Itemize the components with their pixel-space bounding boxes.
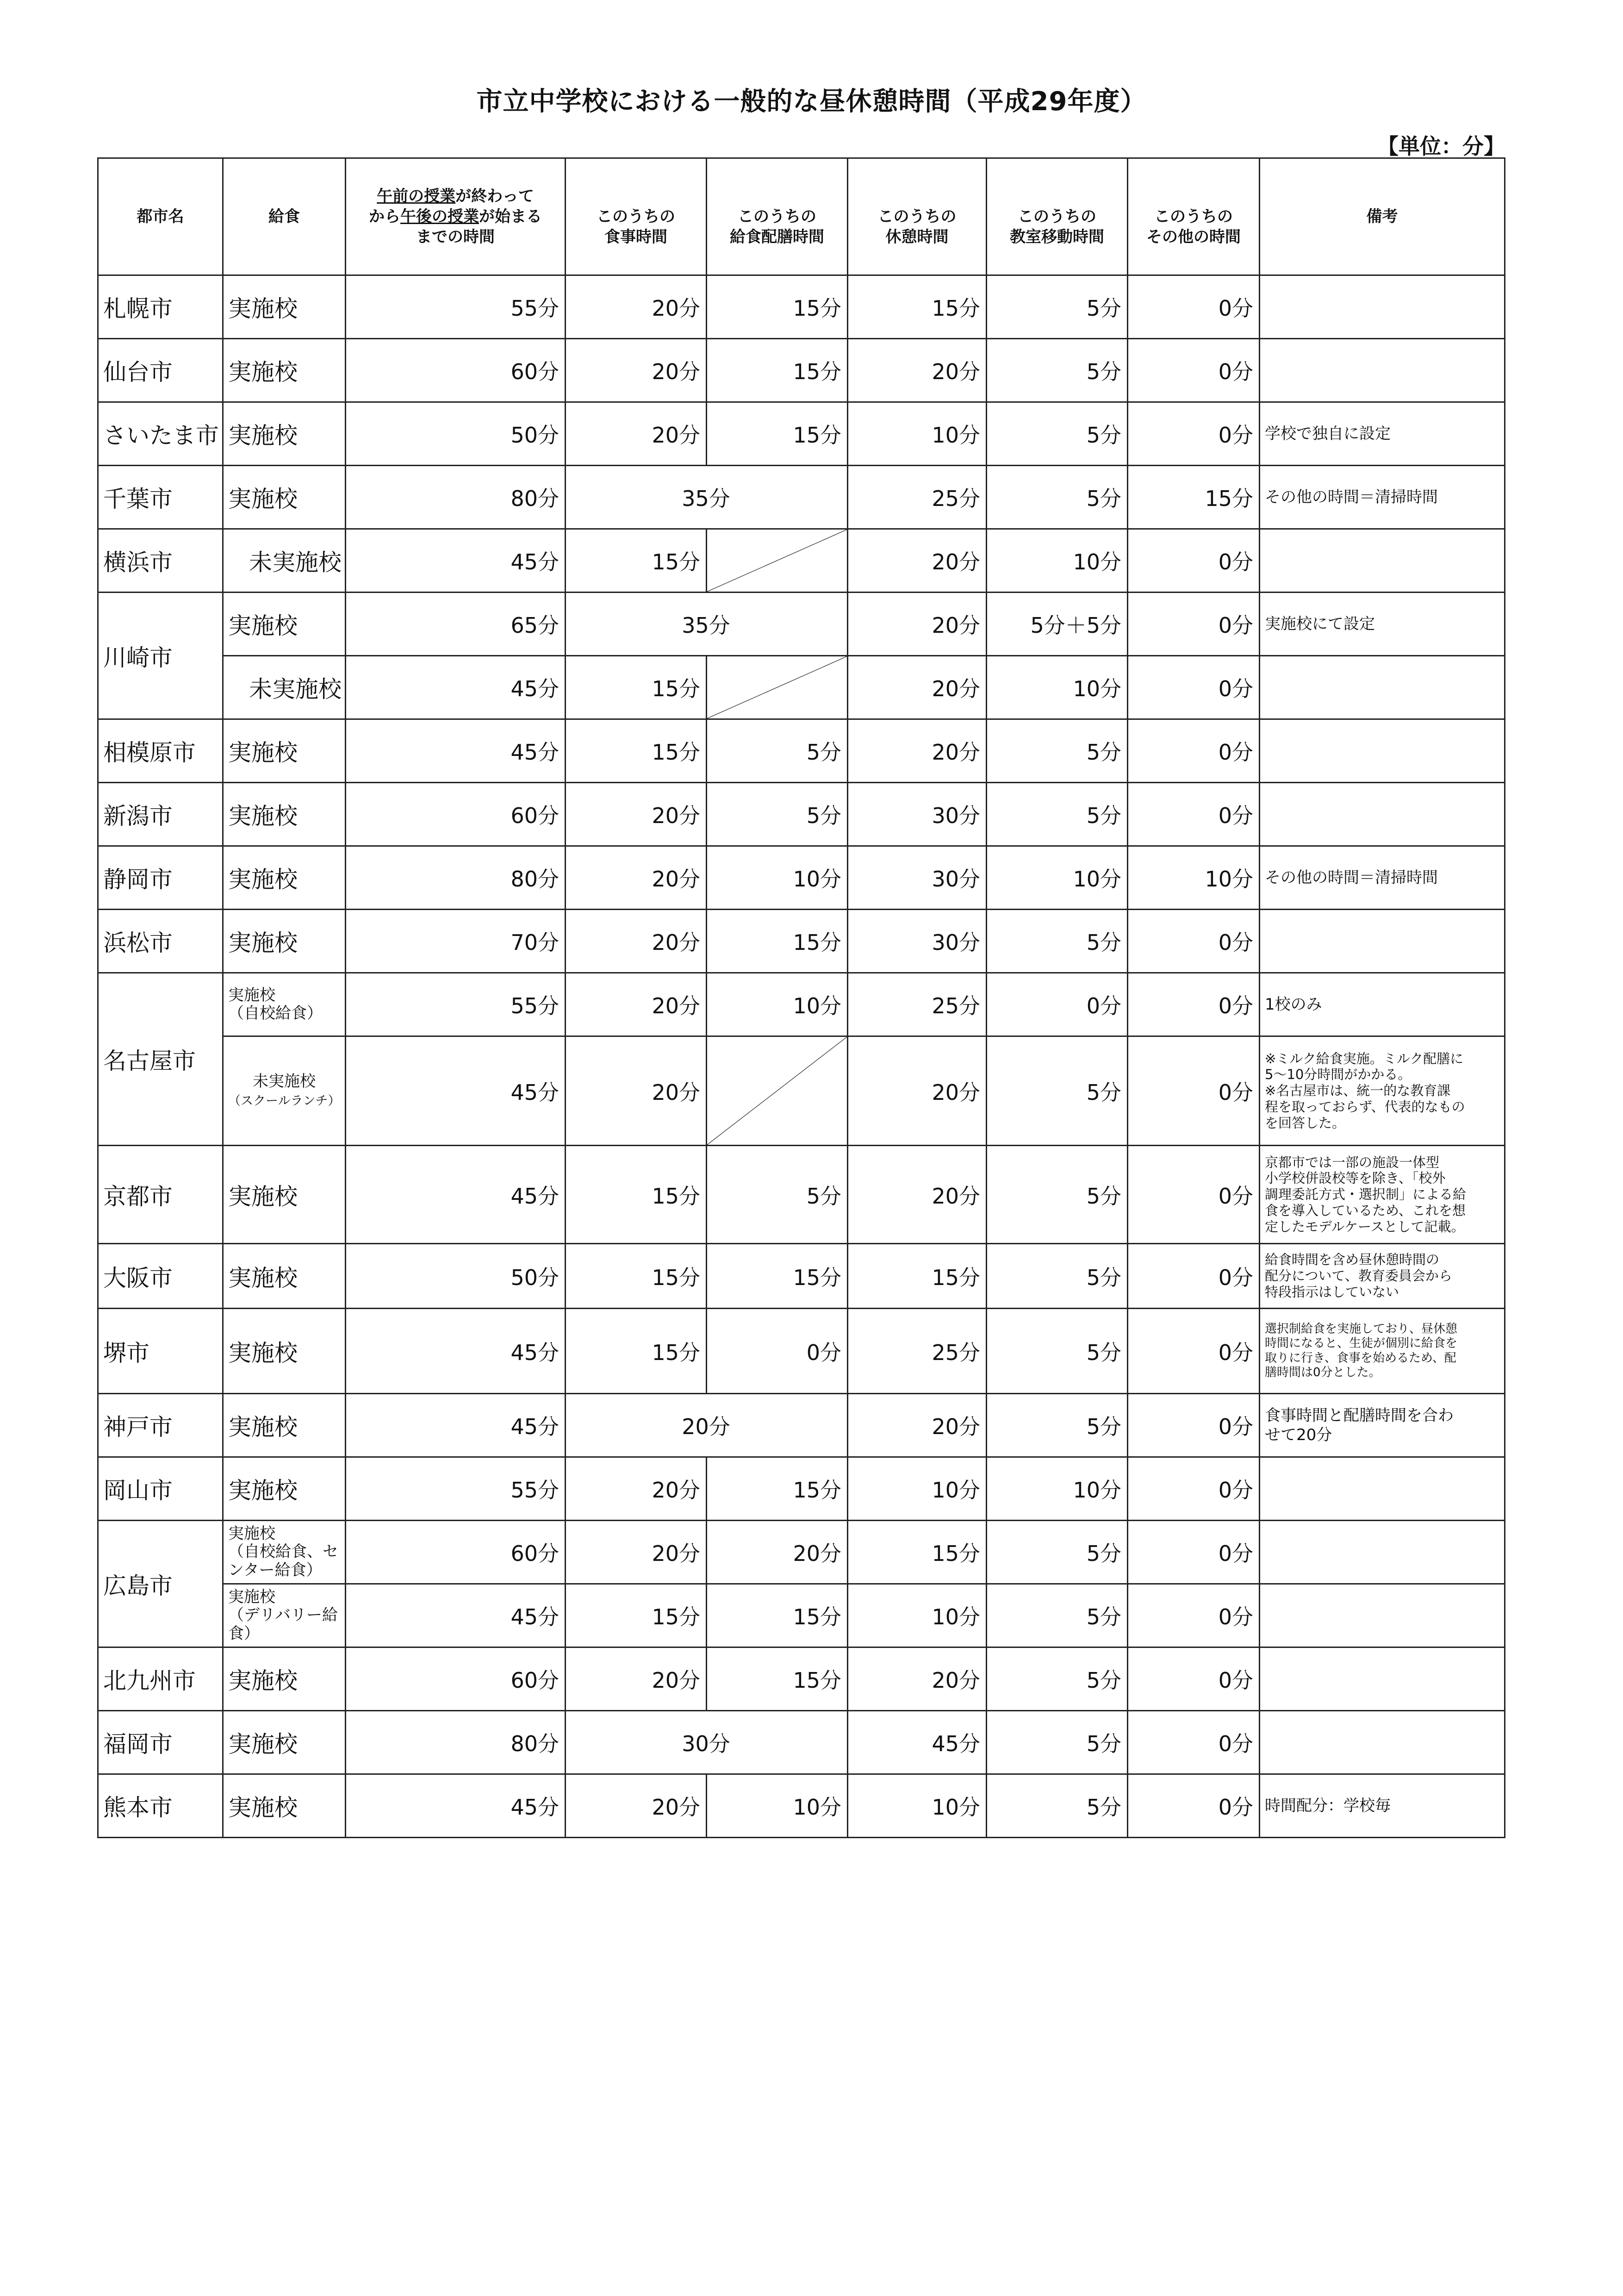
note-cell bbox=[1260, 275, 1505, 339]
serve-cell: 15分 bbox=[707, 910, 848, 973]
city-cell: 浜松市 bbox=[98, 910, 223, 973]
lunch-cell: 未実施校 bbox=[223, 529, 346, 593]
lunch-line: 実施校 bbox=[228, 1588, 275, 1607]
other-cell: 0分 bbox=[1128, 402, 1260, 466]
lunch-cell: 実施校 bbox=[223, 1774, 346, 1838]
note-line: 膳時間は0分とした。 bbox=[1265, 1365, 1381, 1379]
eat-serve-cell: 35分 bbox=[566, 593, 848, 656]
header-city: 都市名 bbox=[98, 158, 223, 275]
total-cell: 45分 bbox=[346, 719, 566, 783]
note-line: 5～10分時間がかかる。 bbox=[1265, 1067, 1412, 1083]
table-row bbox=[98, 1711, 1505, 1774]
eat-cell: 20分 bbox=[566, 910, 707, 973]
other-cell: 0分 bbox=[1128, 593, 1260, 656]
header-total-l2c: が始まる bbox=[479, 207, 542, 226]
lunch-line: 未実施校 bbox=[253, 1072, 316, 1091]
note-line: 取りに行き、食事を始めるため、配 bbox=[1265, 1351, 1456, 1365]
move-cell: 10分 bbox=[987, 1457, 1128, 1521]
table-row bbox=[98, 1584, 1505, 1647]
table-row bbox=[98, 1647, 1505, 1711]
header-other-l2: その他の時間 bbox=[1146, 228, 1241, 247]
other-cell: 0分 bbox=[1128, 656, 1260, 719]
rest-cell: 20分 bbox=[848, 529, 987, 593]
move-cell: 10分 bbox=[987, 529, 1128, 593]
table-row bbox=[98, 656, 1505, 719]
other-cell: 0分 bbox=[1128, 1711, 1260, 1774]
lunch-break-table bbox=[97, 157, 1505, 1838]
header-row bbox=[98, 158, 1505, 275]
city-cell: 横浜市 bbox=[98, 529, 223, 593]
total-cell: 60分 bbox=[346, 1521, 566, 1584]
city-cell: 神戸市 bbox=[98, 1394, 223, 1457]
city-cell: 大阪市 bbox=[98, 1244, 223, 1309]
total-cell: 45分 bbox=[346, 656, 566, 719]
rest-cell: 45分 bbox=[848, 1711, 987, 1774]
serve-cell: 15分 bbox=[707, 339, 848, 402]
header-total-afternoon: 午後の授業 bbox=[400, 207, 479, 226]
other-cell: 0分 bbox=[1128, 1309, 1260, 1394]
lunch-cell bbox=[223, 1584, 346, 1647]
table-row bbox=[98, 1244, 1505, 1309]
serve-cell: 10分 bbox=[707, 973, 848, 1036]
city-cell: 福岡市 bbox=[98, 1711, 223, 1774]
rest-cell: 25分 bbox=[848, 1309, 987, 1394]
eat-cell: 20分 bbox=[566, 1774, 707, 1838]
note-line: 選択制給食を実施しており、昼休憩 bbox=[1265, 1322, 1458, 1336]
note-cell bbox=[1260, 1036, 1505, 1146]
move-cell: 5分 bbox=[987, 1394, 1128, 1457]
total-cell: 45分 bbox=[346, 1394, 566, 1457]
rest-cell: 20分 bbox=[848, 593, 987, 656]
lunch-cell: 実施校 bbox=[223, 1244, 346, 1309]
city-cell: 名古屋市 bbox=[98, 973, 223, 1146]
serve-cell: 10分 bbox=[707, 846, 848, 910]
total-cell: 45分 bbox=[346, 1309, 566, 1394]
note-line: ※名古屋市は、統一的な教育課 bbox=[1265, 1083, 1451, 1099]
lunch-cell: 実施校 bbox=[223, 593, 346, 656]
move-cell: 5分 bbox=[987, 1521, 1128, 1584]
city-cell: 岡山市 bbox=[98, 1457, 223, 1521]
total-cell: 65分 bbox=[346, 593, 566, 656]
unit-label: 【単位：分】 bbox=[1377, 134, 1505, 159]
table-row bbox=[98, 275, 1505, 339]
header-total-l1b: が終わって bbox=[455, 187, 534, 206]
move-cell: 5分 bbox=[987, 275, 1128, 339]
eat-cell: 20分 bbox=[566, 1036, 707, 1146]
city-cell: 新潟市 bbox=[98, 783, 223, 846]
city-cell: さいたま市 bbox=[98, 402, 223, 466]
header-other-l1: このうちの bbox=[1154, 207, 1233, 226]
eat-cell: 20分 bbox=[566, 402, 707, 466]
header-serve-l1: このうちの bbox=[738, 207, 816, 226]
other-cell: 0分 bbox=[1128, 529, 1260, 593]
note-line: せて20分 bbox=[1265, 1426, 1332, 1444]
rest-cell: 20分 bbox=[848, 1647, 987, 1711]
document-title: 市立中学校における一般的な昼休憩時間（平成29年度） bbox=[476, 87, 1147, 117]
city-cell: 北九州市 bbox=[98, 1647, 223, 1711]
serve-cell: 20分 bbox=[707, 1521, 848, 1584]
header-move-l2: 教室移動時間 bbox=[1010, 228, 1104, 247]
lunch-cell: 実施校 bbox=[223, 1146, 346, 1244]
other-cell: 0分 bbox=[1128, 1394, 1260, 1457]
header-note: 備考 bbox=[1260, 158, 1505, 275]
total-cell: 60分 bbox=[346, 783, 566, 846]
table-row bbox=[98, 1394, 1505, 1457]
lunch-line: 実施校 bbox=[228, 986, 275, 1004]
note-cell: 1校のみ bbox=[1260, 973, 1505, 1036]
note-line: 程を取っておらず、代表的なもの bbox=[1265, 1098, 1465, 1115]
move-cell: 5分 bbox=[987, 1036, 1128, 1146]
city-cell: 広島市 bbox=[98, 1521, 223, 1647]
lunch-cell: 実施校 bbox=[223, 910, 346, 973]
header-total-l2a: から bbox=[369, 207, 400, 226]
move-cell: 5分 bbox=[987, 910, 1128, 973]
serve-cell: 15分 bbox=[707, 402, 848, 466]
header-rest-l2: 休憩時間 bbox=[885, 228, 949, 247]
other-cell: 0分 bbox=[1128, 1647, 1260, 1711]
header-total-l3: までの時間 bbox=[416, 228, 495, 247]
other-cell: 0分 bbox=[1128, 1244, 1260, 1309]
table-row bbox=[98, 846, 1505, 910]
eat-serve-cell: 20分 bbox=[566, 1394, 848, 1457]
header-eat-l2: 食事時間 bbox=[604, 228, 667, 247]
lunch-cell: 実施校 bbox=[223, 1394, 346, 1457]
header-total-morning: 午前の授業 bbox=[377, 187, 456, 206]
total-cell: 60分 bbox=[346, 339, 566, 402]
note-cell bbox=[1260, 783, 1505, 846]
note-cell bbox=[1260, 1647, 1505, 1711]
table-row bbox=[98, 1309, 1505, 1394]
serve-cell: 5分 bbox=[707, 1146, 848, 1244]
move-cell: 5分 bbox=[987, 1647, 1128, 1711]
table-row bbox=[98, 973, 1505, 1036]
note-cell bbox=[1260, 1711, 1505, 1774]
note-cell bbox=[1260, 1309, 1505, 1394]
lunch-cell: 実施校 bbox=[223, 783, 346, 846]
lunch-cell bbox=[223, 1036, 346, 1146]
total-cell: 45分 bbox=[346, 1036, 566, 1146]
total-cell: 45分 bbox=[346, 529, 566, 593]
total-cell: 70分 bbox=[346, 910, 566, 973]
header-serve-l2: 給食配膳時間 bbox=[730, 228, 824, 247]
note-cell: 学校で独自に設定 bbox=[1260, 402, 1505, 466]
rest-cell: 20分 bbox=[848, 1146, 987, 1244]
city-cell: 相模原市 bbox=[98, 719, 223, 783]
city-cell: 千葉市 bbox=[98, 466, 223, 529]
note-line: 給食時間を含め昼休憩時間の bbox=[1265, 1252, 1440, 1268]
note-line: ※ミルク給食実施。ミルク配膳に bbox=[1265, 1050, 1464, 1067]
serve-cell: 5分 bbox=[707, 719, 848, 783]
note-cell bbox=[1260, 1457, 1505, 1521]
total-cell: 80分 bbox=[346, 466, 566, 529]
rest-cell: 20分 bbox=[848, 339, 987, 402]
move-cell: 10分 bbox=[987, 846, 1128, 910]
lunch-cell bbox=[223, 973, 346, 1036]
rest-cell: 10分 bbox=[848, 1457, 987, 1521]
rest-cell: 25分 bbox=[848, 466, 987, 529]
rest-cell: 30分 bbox=[848, 846, 987, 910]
other-cell: 0分 bbox=[1128, 910, 1260, 973]
move-cell: 5分 bbox=[987, 1146, 1128, 1244]
rest-cell: 20分 bbox=[848, 1036, 987, 1146]
table-row bbox=[98, 719, 1505, 783]
header-rest bbox=[848, 158, 987, 275]
lunch-cell: 実施校 bbox=[223, 466, 346, 529]
rest-cell: 15分 bbox=[848, 1521, 987, 1584]
note-line: 時間になると、生徒が個別に給食を bbox=[1265, 1336, 1458, 1351]
header-eat bbox=[566, 158, 707, 275]
note-cell bbox=[1260, 1146, 1505, 1244]
serve-cell: 15分 bbox=[707, 1584, 848, 1647]
move-cell: 5分 bbox=[987, 339, 1128, 402]
other-cell: 0分 bbox=[1128, 339, 1260, 402]
note-cell bbox=[1260, 529, 1505, 593]
lunch-line: ンター給食） bbox=[228, 1560, 322, 1579]
rest-cell: 10分 bbox=[848, 402, 987, 466]
note-line: 定したモデルケースとして記載。 bbox=[1265, 1218, 1465, 1235]
rest-cell: 10分 bbox=[848, 1584, 987, 1647]
rest-cell: 10分 bbox=[848, 1774, 987, 1838]
note-cell: その他の時間＝清掃時間 bbox=[1260, 466, 1505, 529]
city-cell: 川崎市 bbox=[98, 593, 223, 719]
move-cell: 5分 bbox=[987, 1309, 1128, 1394]
move-cell: 5分 bbox=[987, 1584, 1128, 1647]
table-row bbox=[98, 339, 1505, 402]
table-row bbox=[98, 529, 1505, 593]
total-cell: 60分 bbox=[346, 1647, 566, 1711]
lunch-cell: 実施校 bbox=[223, 1647, 346, 1711]
note-cell bbox=[1260, 656, 1505, 719]
total-cell: 55分 bbox=[346, 275, 566, 339]
note-cell bbox=[1260, 1244, 1505, 1309]
note-line: 特段指示はしていない bbox=[1265, 1284, 1399, 1300]
serve-cell-not-applicable bbox=[707, 529, 848, 593]
total-cell: 55分 bbox=[346, 973, 566, 1036]
note-line: 小学校併設校等を除き、「校外 bbox=[1265, 1170, 1446, 1186]
other-cell: 0分 bbox=[1128, 973, 1260, 1036]
eat-cell: 15分 bbox=[566, 656, 707, 719]
note-cell: その他の時間＝清掃時間 bbox=[1260, 846, 1505, 910]
move-cell: 5分 bbox=[987, 783, 1128, 846]
lunch-line: （デリバリー給 bbox=[228, 1606, 338, 1625]
rest-cell: 30分 bbox=[848, 910, 987, 973]
total-cell: 80分 bbox=[346, 846, 566, 910]
city-cell: 熊本市 bbox=[98, 1774, 223, 1838]
eat-cell: 20分 bbox=[566, 1521, 707, 1584]
city-cell: 仙台市 bbox=[98, 339, 223, 402]
header-move bbox=[987, 158, 1128, 275]
other-cell: 0分 bbox=[1128, 1584, 1260, 1647]
rest-cell: 15分 bbox=[848, 1244, 987, 1309]
move-cell: 5分 bbox=[987, 1244, 1128, 1309]
move-cell: 5分 bbox=[987, 719, 1128, 783]
header-serve bbox=[707, 158, 848, 275]
other-cell: 15分 bbox=[1128, 466, 1260, 529]
city-cell: 静岡市 bbox=[98, 846, 223, 910]
table-row bbox=[98, 910, 1505, 973]
eat-cell: 15分 bbox=[566, 1244, 707, 1309]
lunch-cell: 実施校 bbox=[223, 846, 346, 910]
note-cell bbox=[1260, 719, 1505, 783]
move-cell: 5分 bbox=[987, 1774, 1128, 1838]
lunch-line: 食） bbox=[228, 1624, 260, 1643]
header-total bbox=[346, 158, 566, 275]
rest-cell: 25分 bbox=[848, 973, 987, 1036]
lunch-line: 実施校 bbox=[228, 1524, 275, 1543]
total-cell: 50分 bbox=[346, 1244, 566, 1309]
eat-serve-cell: 30分 bbox=[566, 1711, 848, 1774]
header-eat-l1: このうちの bbox=[597, 207, 675, 226]
city-cell: 京都市 bbox=[98, 1146, 223, 1244]
note-cell: 時間配分：学校毎 bbox=[1260, 1774, 1505, 1838]
table-row bbox=[98, 1457, 1505, 1521]
note-line: 食事時間と配膳時間を合わ bbox=[1265, 1406, 1454, 1425]
note-cell: 実施校にて設定 bbox=[1260, 593, 1505, 656]
eat-cell: 15分 bbox=[566, 1584, 707, 1647]
city-cell: 堺市 bbox=[98, 1309, 223, 1394]
move-cell: 5分 bbox=[987, 1711, 1128, 1774]
table-row bbox=[98, 783, 1505, 846]
rest-cell: 20分 bbox=[848, 1394, 987, 1457]
lunch-cell: 未実施校 bbox=[223, 656, 346, 719]
eat-cell: 15分 bbox=[566, 529, 707, 593]
other-cell: 0分 bbox=[1128, 1774, 1260, 1838]
eat-cell: 15分 bbox=[566, 719, 707, 783]
serve-cell-not-applicable bbox=[707, 656, 848, 719]
lunch-cell: 実施校 bbox=[223, 1309, 346, 1394]
eat-cell: 20分 bbox=[566, 275, 707, 339]
total-cell: 55分 bbox=[346, 1457, 566, 1521]
total-cell: 45分 bbox=[346, 1774, 566, 1838]
serve-cell: 10分 bbox=[707, 1774, 848, 1838]
other-cell: 10分 bbox=[1128, 846, 1260, 910]
serve-cell: 15分 bbox=[707, 1457, 848, 1521]
rest-cell: 20分 bbox=[848, 719, 987, 783]
table-row bbox=[98, 1036, 1505, 1146]
note-line: 配分について、教育委員会から bbox=[1265, 1268, 1452, 1284]
serve-cell-not-applicable bbox=[707, 1036, 848, 1146]
move-cell: 10分 bbox=[987, 656, 1128, 719]
move-cell: 0分 bbox=[987, 973, 1128, 1036]
note-cell bbox=[1260, 1394, 1505, 1457]
serve-cell: 0分 bbox=[707, 1309, 848, 1394]
rest-cell: 20分 bbox=[848, 656, 987, 719]
eat-cell: 15分 bbox=[566, 1309, 707, 1394]
lunch-cell: 実施校 bbox=[223, 339, 346, 402]
other-cell: 0分 bbox=[1128, 719, 1260, 783]
lunch-cell: 実施校 bbox=[223, 1711, 346, 1774]
lunch-cell: 実施校 bbox=[223, 275, 346, 339]
eat-cell: 15分 bbox=[566, 1146, 707, 1244]
serve-cell: 15分 bbox=[707, 1647, 848, 1711]
table-row bbox=[98, 593, 1505, 656]
note-line: 食を導入しているため、これを想 bbox=[1265, 1202, 1466, 1218]
move-cell: 5分 bbox=[987, 466, 1128, 529]
note-cell bbox=[1260, 910, 1505, 973]
eat-cell: 20分 bbox=[566, 339, 707, 402]
total-cell: 50分 bbox=[346, 402, 566, 466]
other-cell: 0分 bbox=[1128, 1036, 1260, 1146]
serve-cell: 15分 bbox=[707, 275, 848, 339]
table-row bbox=[98, 1521, 1505, 1584]
other-cell: 0分 bbox=[1128, 1457, 1260, 1521]
total-cell: 45分 bbox=[346, 1146, 566, 1244]
note-cell bbox=[1260, 1584, 1505, 1647]
table-row bbox=[98, 466, 1505, 529]
total-cell: 45分 bbox=[346, 1584, 566, 1647]
move-cell: 5分＋5分 bbox=[987, 593, 1128, 656]
eat-serve-cell: 35分 bbox=[566, 466, 848, 529]
eat-cell: 20分 bbox=[566, 846, 707, 910]
other-cell: 0分 bbox=[1128, 783, 1260, 846]
rest-cell: 15分 bbox=[848, 275, 987, 339]
city-cell: 札幌市 bbox=[98, 275, 223, 339]
total-cell: 80分 bbox=[346, 1711, 566, 1774]
other-cell: 0分 bbox=[1128, 275, 1260, 339]
table-row bbox=[98, 402, 1505, 466]
header-rest-l1: このうちの bbox=[877, 207, 957, 226]
header-move-l1: このうちの bbox=[1018, 207, 1096, 226]
note-line: 調理委託方式・選択制」による給 bbox=[1265, 1186, 1467, 1203]
lunch-cell: 実施校 bbox=[223, 719, 346, 783]
header-lunch: 給食 bbox=[223, 158, 346, 275]
lunch-line: （スクールランチ） bbox=[228, 1093, 341, 1108]
lunch-cell bbox=[223, 1521, 346, 1584]
other-cell: 0分 bbox=[1128, 1521, 1260, 1584]
serve-cell: 5分 bbox=[707, 783, 848, 846]
header-other bbox=[1128, 158, 1260, 275]
note-cell bbox=[1260, 1521, 1505, 1584]
lunch-cell: 実施校 bbox=[223, 402, 346, 466]
note-line: 京都市では一部の施設一体型 bbox=[1265, 1154, 1440, 1170]
rest-cell: 30分 bbox=[848, 783, 987, 846]
move-cell: 5分 bbox=[987, 402, 1128, 466]
eat-cell: 20分 bbox=[566, 1647, 707, 1711]
other-cell: 0分 bbox=[1128, 1146, 1260, 1244]
lunch-cell: 実施校 bbox=[223, 1457, 346, 1521]
note-cell bbox=[1260, 339, 1505, 402]
eat-cell: 20分 bbox=[566, 1457, 707, 1521]
note-line: を回答した。 bbox=[1265, 1115, 1346, 1131]
table-row bbox=[98, 1146, 1505, 1244]
eat-cell: 20分 bbox=[566, 783, 707, 846]
table-row bbox=[98, 1774, 1505, 1838]
lunch-line: （自校給食） bbox=[228, 1004, 323, 1023]
serve-cell: 15分 bbox=[707, 1244, 848, 1309]
lunch-line: （自校給食、セ bbox=[228, 1542, 338, 1561]
eat-cell: 20分 bbox=[566, 973, 707, 1036]
